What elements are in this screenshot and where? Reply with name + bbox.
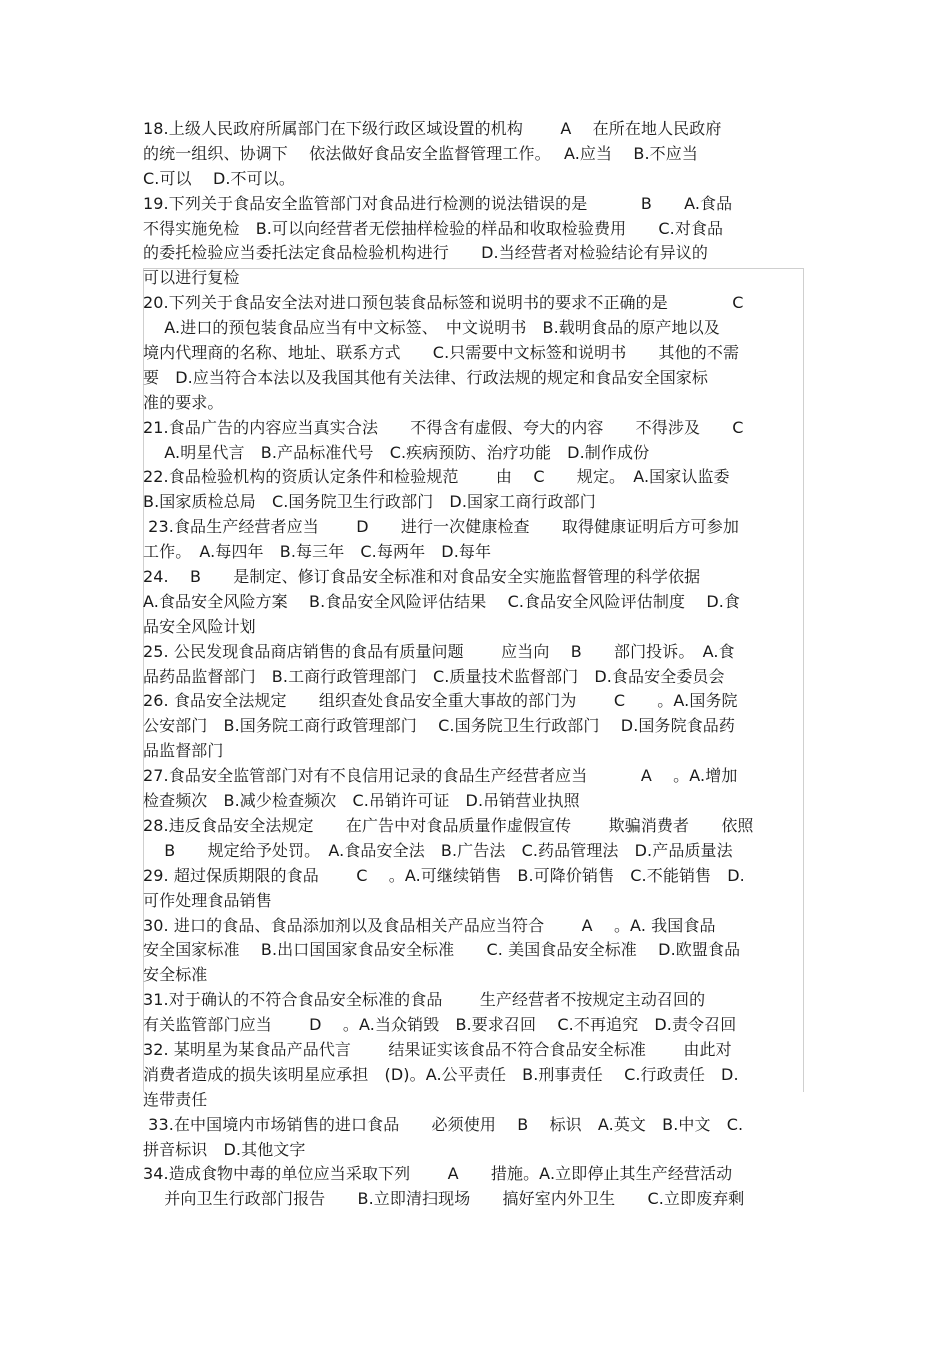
text-line: 拼音标识 D.其他文字 <box>143 1139 306 1159</box>
text-line: 27.食品安全监管部门对有不良信用记录的食品生产经营者应当 A 。A.增加 <box>143 766 738 786</box>
text-line: 的委托检验应当委托法定食品检验机构进行 D.当经营者对检验结论有异议的 <box>143 243 709 263</box>
text-line: 33.在中国境内市场销售的进口食品 必须使用 B 标识 A.英文 B.中文 C. <box>143 1114 744 1134</box>
text-line: 24. B 是制定、修订食品安全标准和对食品安全实施监督管理的科学依据 <box>143 567 701 587</box>
text-line: C.可以 D.不可以。 <box>143 168 295 188</box>
text-line: 32. 某明星为某食品产品代言 结果证实该食品不符合食品安全标准 由此对 <box>143 1039 732 1059</box>
text-line: 20.下列关于食品安全法对进口预包装食品标签和说明书的要求不正确的是 C <box>143 293 744 313</box>
text-line: 连带责任 <box>143 1089 208 1109</box>
text-line: 有关监管部门应当 D 。A.当众销毁 B.要求召回 C.不再追究 D.责令召回 <box>143 1015 737 1035</box>
text-line: A.进口的预包装食品应当有中文标签、 中文说明书 B.载明食品的原产地以及 <box>143 318 720 338</box>
text-line: 29. 超过保质期限的食品 C 。A.可继续销售 B.可降价销售 C.不能销售 D. <box>143 865 745 885</box>
text-line: A.食品安全风险方案 B.食品安全风险评估结果 C.食品安全风险评估制度 D.食 <box>143 591 741 611</box>
text-line: 21.食品广告的内容应当真实合法 不得含有虚假、夸大的内容 不得涉及 C <box>143 417 744 437</box>
text-line: 准的要求。 <box>143 392 224 412</box>
text-line: 品安全风险计划 <box>143 616 256 636</box>
text-line: 23.食品生产经营者应当 D 进行一次健康检查 取得健康证明后方可参加 <box>143 517 739 537</box>
text-line: 不得实施免检 B.可以向经营者无偿抽样检验的样品和收取检验费用 C.对食品 <box>143 218 724 238</box>
text-line: 31.对于确认的不符合食品安全标准的食品 生产经营者不按规定主动召回的 <box>143 990 706 1010</box>
text-line: 22.食品检验机构的资质认定条件和检验规范 由 C 规定。 A.国家认监委 <box>143 467 730 487</box>
text-line: 安全标准 <box>143 965 208 985</box>
text-line: 25. 公民发现食品商店销售的食品有质量问题 应当向 B 部门投诉。 A.食 <box>143 641 735 661</box>
text-line: 并向卫生行政部门报告 B.立即清扫现场 搞好室内外卫生 C.立即废弃剩 <box>143 1189 745 1209</box>
text-line: 可作处理食品销售 <box>143 890 272 910</box>
text-line: 28.违反食品安全法规定 在广告中对食品质量作虚假宣传 欺骗消费者 依照 <box>143 815 754 835</box>
text-line: 检查频次 B.减少检查频次 C.吊销许可证 D.吊销营业执照 <box>143 791 580 811</box>
text-line: 的统一组织、协调下 依法做好食品安全监督管理工作。 A.应当 B.不应当 <box>143 143 698 163</box>
text-line: 可以进行复检 <box>143 268 240 288</box>
text-line: B 规定给予处罚。 A.食品安全法 B.广告法 C.药品管理法 D.产品质量法 <box>143 840 733 860</box>
text-line: 品监督部门 <box>143 741 224 761</box>
text-line: 境内代理商的名称、地址、联系方式 C.只需要中文标签和说明书 其他的不需 <box>143 343 740 363</box>
text-line: 19.下列关于食品安全监管部门对食品进行检测的说法错误的是 B A.食品 <box>143 193 733 213</box>
text-line: 品药品监督部门 B.工商行政管理部门 C.质量技术监督部门 D.食品安全委员会 <box>143 666 725 686</box>
text-line: B.国家质检总局 C.国务院卫生行政部门 D.国家工商行政部门 <box>143 492 596 512</box>
text-line: 30. 进口的食品、食品添加剂以及食品相关产品应当符合 A 。A. 我国食品 <box>143 915 716 935</box>
text-line: 消费者造成的损失该明星应承担 (D)。A.公平责任 B.刑事责任 C.行政责任 D. <box>143 1064 739 1084</box>
text-line: 公安部门 B.国务院工商行政管理部门 C.国务院卫生行政部门 D.国务院食品药 <box>143 716 735 736</box>
text-line: 18.上级人民政府所属部门在下级行政区域设置的机构 A 在所在地人民政府 <box>143 119 722 138</box>
text-line: A.明星代言 B.产品标准代号 C.疾病预防、治疗功能 D.制作成份 <box>143 442 650 462</box>
text-line: 26. 食品安全法规定 组织查处食品安全重大事故的部门为 C 。A.国务院 <box>143 691 738 711</box>
text-line: 安全国家标准 B.出口国国家食品安全标准 C. 美国食品安全标准 D.欧盟食品 <box>143 940 741 960</box>
text-line: 34.造成食物中毒的单位应当采取下列 A 措施。A.立即停止其生产经营活动 <box>143 1164 733 1184</box>
text-line: 要 D.应当符合本法以及我国其他有关法律、行政法规的规定和食品安全国家标 <box>143 367 709 387</box>
text-line: 工作。 A.每四年 B.每三年 C.每两年 D.每年 <box>143 542 492 562</box>
question-text-block <box>143 117 808 1212</box>
